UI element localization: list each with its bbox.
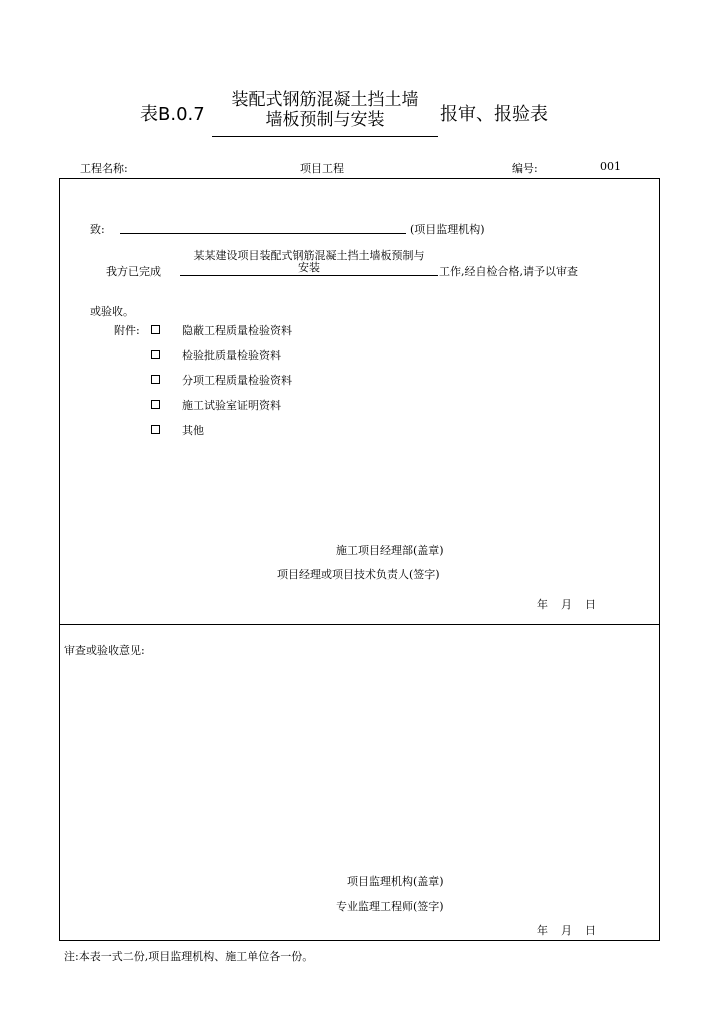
completed-suffix: 工作,经自检合格,请予以审查 <box>439 265 578 278</box>
form-title-line1: 装配式钢筋混凝土挡土墙 <box>231 90 419 110</box>
attachment-checkbox-1[interactable] <box>151 325 160 334</box>
form-title-line2: 墙板预制与安装 <box>265 110 385 130</box>
to-suffix: (项目监理机构) <box>410 223 485 236</box>
completed-fill-line <box>180 275 438 276</box>
completed-prefix: 我方已完成 <box>106 265 161 278</box>
completed-item-line2: 安装 <box>298 261 320 274</box>
completed-item <box>180 250 438 274</box>
date-year-1: 年 <box>537 598 548 611</box>
number-label: 编号: <box>512 162 538 175</box>
attachment-checkbox-5[interactable] <box>151 425 160 434</box>
attachment-label-1: 隐蔽工程质量检验资料 <box>182 324 292 337</box>
project-name-value: 项目工程 <box>300 162 344 175</box>
or-accept-text: 或验收。 <box>90 305 134 318</box>
title-underline <box>212 136 438 137</box>
date-month-1: 月 <box>561 598 572 611</box>
date-year-2: 年 <box>537 924 548 937</box>
attachment-label-2: 检验批质量检验资料 <box>182 349 281 362</box>
supervisor-signer-label: 专业监理工程师(签字) <box>336 900 444 913</box>
date-day-1: 日 <box>585 598 596 611</box>
date-day-2: 日 <box>585 924 596 937</box>
review-section <box>59 624 660 941</box>
attachment-label-5: 其他 <box>182 424 204 437</box>
date-month-2: 月 <box>561 924 572 937</box>
attachment-label-4: 施工试验室证明资料 <box>182 399 281 412</box>
attachment-checkbox-2[interactable] <box>151 350 160 359</box>
attachment-checkbox-3[interactable] <box>151 375 160 384</box>
supervisor-seal-label: 项目监理机构(盖章) <box>347 875 444 888</box>
number-value: 001 <box>600 160 621 173</box>
contractor-signer-label: 项目经理或项目技术负责人(签字) <box>277 568 440 581</box>
footer-note: 注:本表一式二份,项目监理机构、施工单位各一份。 <box>64 950 314 963</box>
form-code: 表B.0.7 <box>140 104 205 125</box>
attachments-label: 附件: <box>114 324 140 337</box>
form-title <box>214 90 436 130</box>
attachment-label-3: 分项工程质量检验资料 <box>182 374 292 387</box>
review-label: 审查或验收意见: <box>64 644 145 657</box>
project-name-label: 工程名称: <box>80 162 128 175</box>
attachment-checkbox-4[interactable] <box>151 400 160 409</box>
completed-item-line1: 某某建设项目装配式钢筋混凝土挡土墙板预制与 <box>193 249 425 262</box>
to-fill-line <box>120 233 406 234</box>
contractor-seal-label: 施工项目经理部(盖章) <box>336 544 444 557</box>
form-title-suffix: 报审、报验表 <box>440 104 548 125</box>
to-label: 致: <box>90 223 105 236</box>
